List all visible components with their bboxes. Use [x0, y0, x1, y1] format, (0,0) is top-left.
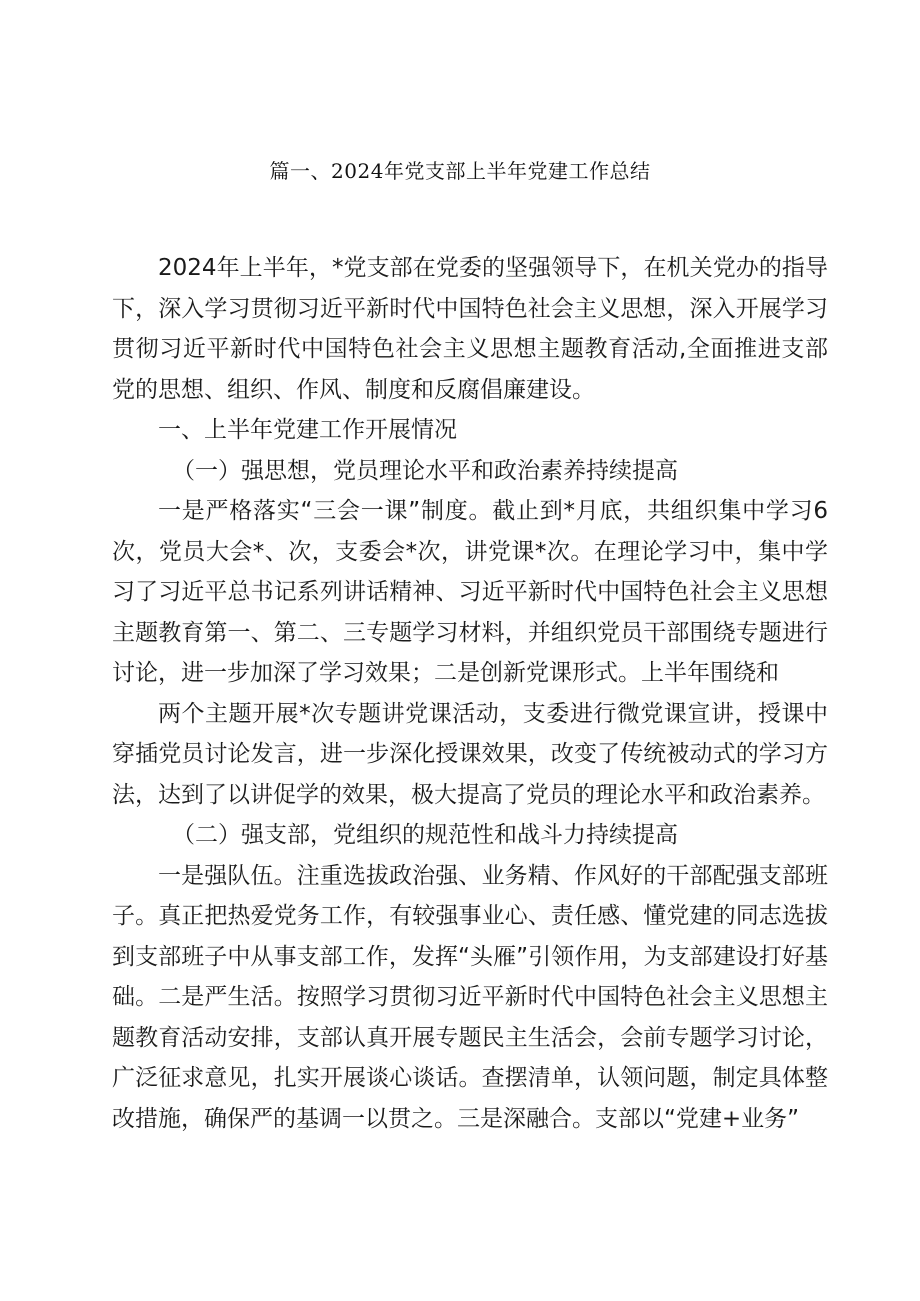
subsection-heading-1: （一）强思想，党员理论水平和政治素养持续提高: [172, 457, 678, 484]
paragraph-branch-building: 一是强队伍。注重选拔政治强、业务精、作风好的干部配强支部班子。真正把热爱党务工作，有较强事业心、责任感、懂党建的同志选拔到支部班子中从事支部工作，发挥“头雁”引领作用，为支部建设打好基础。二是严生活。按照学习贯彻习近平新时代中国特色社会主义思想主题教育活动安排，支部认真开展专题民主生活会，会前专题学习讨论，广泛征求意见，扎实开展谈心谈话。查摆清单，认领问题，制定具体整改措施，确保严的基调一以贯之。三是深融合。支部以“党建+业务”: [112, 862, 828, 1132]
subsection-heading-2: （二）强支部，党组织的规范性和战斗力持续提高: [172, 822, 678, 848]
paragraph-study-system: 一是严格落实“三会一课”制度。截止到*月底，共组织集中学习6次，党员大会*、次，支委会*次，讲党课*次。在理论学习中，集中学习了习近平总书记系列讲话精神、习近平新时代中国特色社会主义思想主题教育第一、第二、三专题学习材料，并组织党员干部围绕专题进行讨论，进一步加深了学习效果；二是创新党课形式。上半年围绕和: [112, 498, 828, 686]
document-title: 篇一、2024年党支部上半年党建工作总结: [269, 159, 651, 183]
section-heading-1: 一、上半年党建工作开展情况: [158, 417, 457, 443]
paragraph-party-lecture: 两个主题开展*次专题讲党课活动，支委进行微党课宣讲，授课中穿插党员讨论发言，进一步深化授课效果，改变了传统被动式的学习方法，达到了以讲促学的效果，极大提高了党员的理论水平和政治素养。: [112, 700, 828, 808]
document-body: [112, 248, 828, 1139]
intro-paragraph: 2024年上半年，*党支部在党委的坚强领导下，在机关党办的指导下，深入学习贯彻习近平新时代中国特色社会主义思想，深入开展学习贯彻习近平新时代中国特色社会主义思想主题教育活动,全面推进支部党的思想、组织、作风、制度和反腐倡廉建设。: [112, 255, 828, 403]
